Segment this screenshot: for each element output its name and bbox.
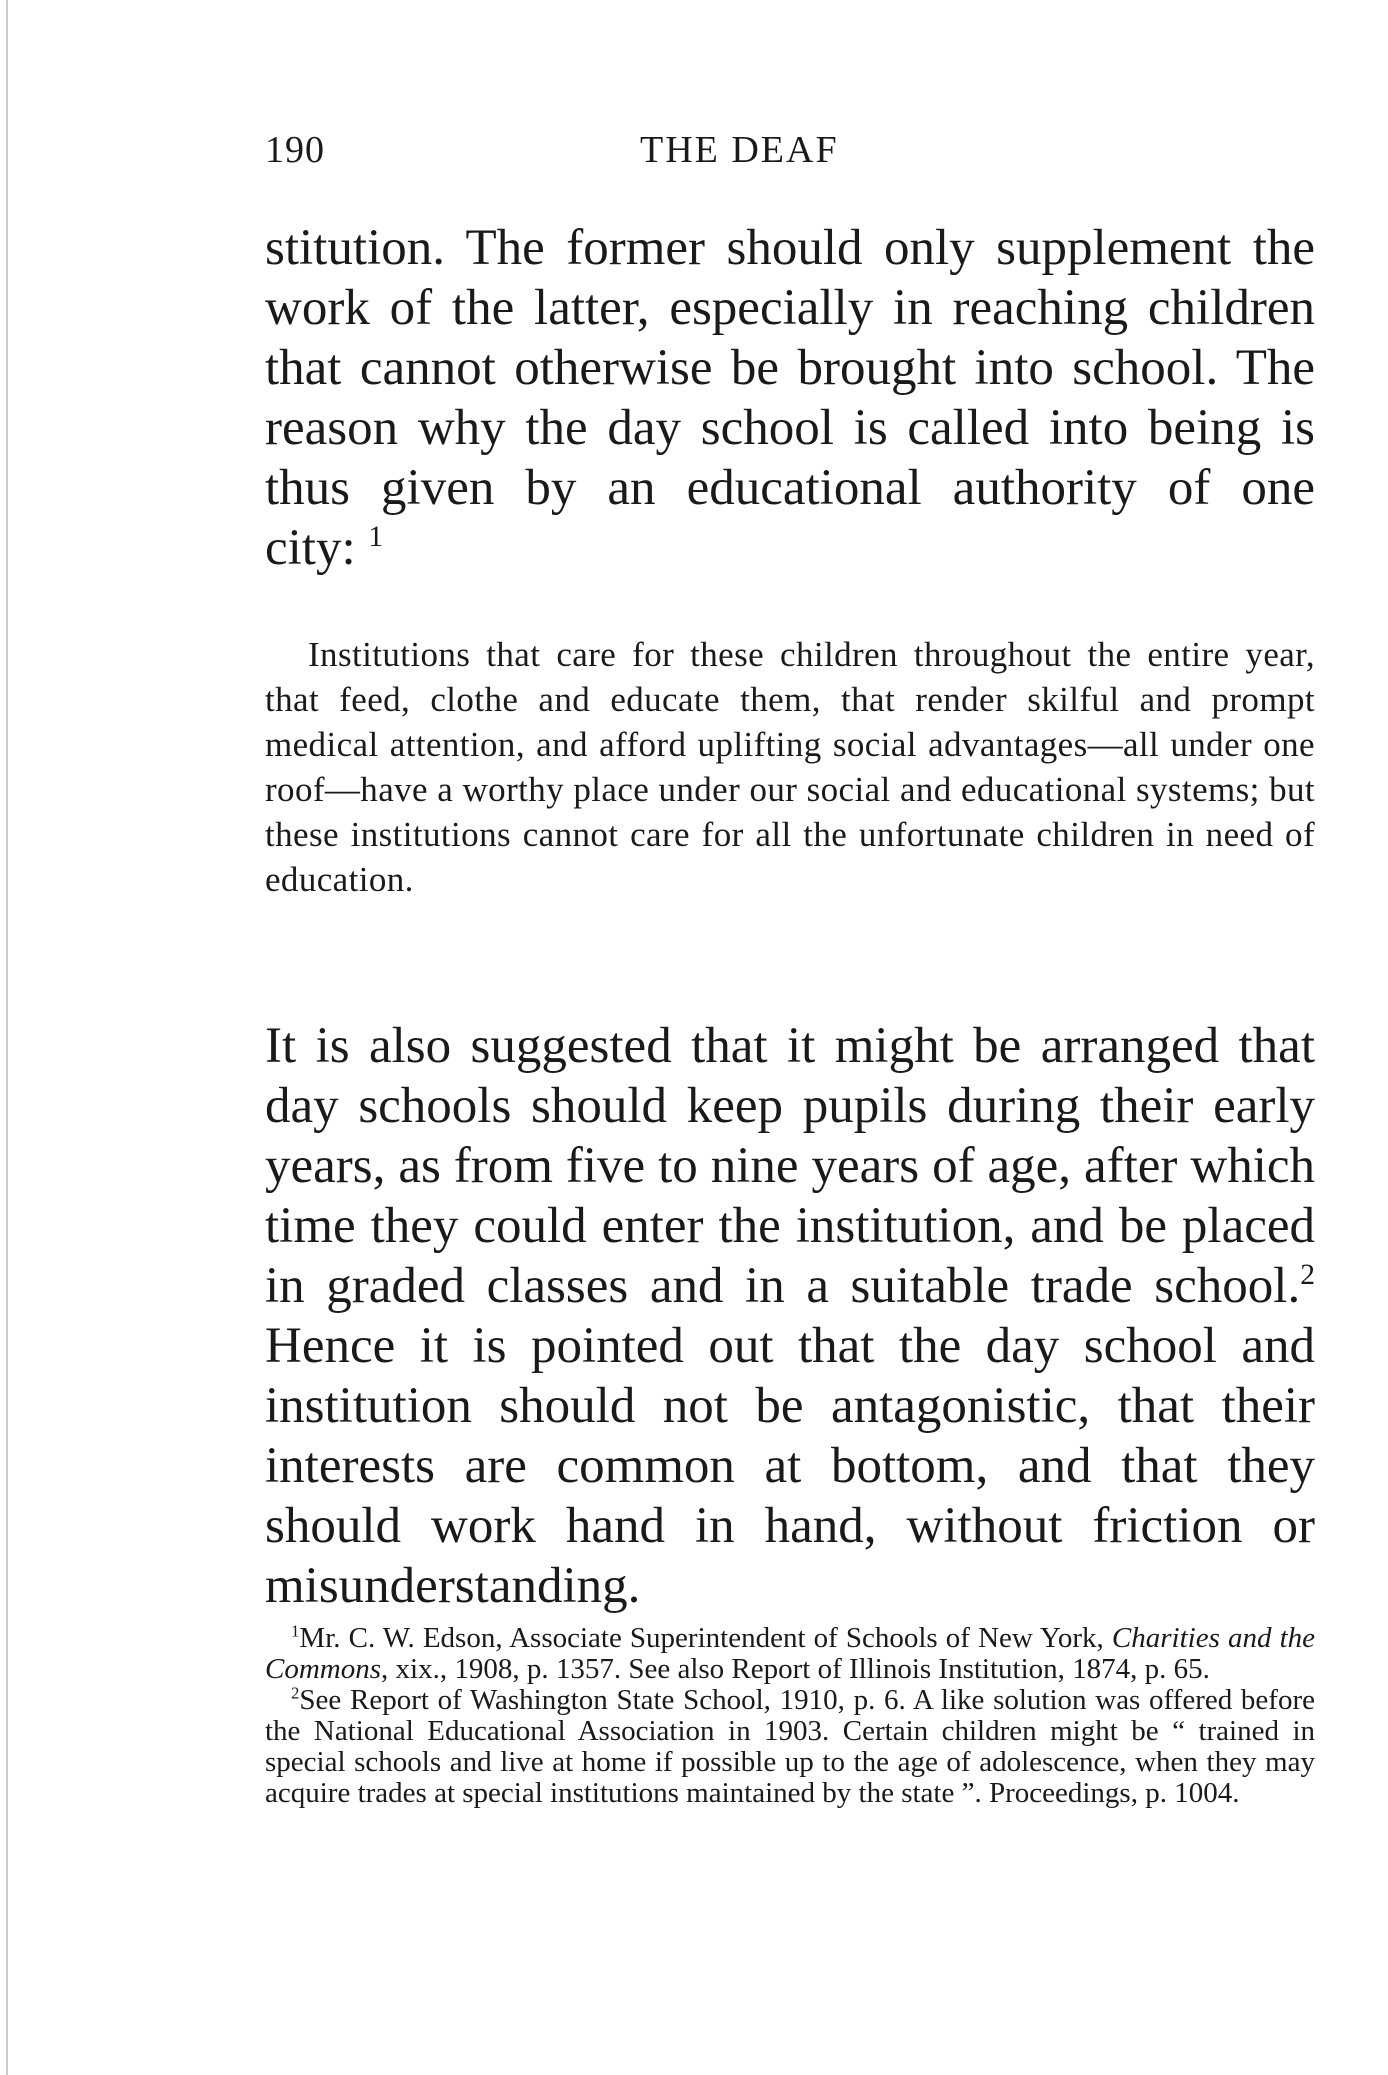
- footnote-ref-2: 2: [1300, 1259, 1315, 1291]
- footnote-2-text: See Report of Washington State School, 1910, p. 6. A like solution was offered before the National Educational Association in 1903. Certain children might be “ trained in special schools and live at home if possible up to the age of adolescence, when they may acquire trades at special institutions maintained by the state ”. Proceedings, p. 1004.: [265, 1684, 1315, 1809]
- paragraph-2-text-b: Hence it is pointed out that the day school and institution should not be antagonistic, that their interests are common at bottom, and that they should work hand in hand, without friction or misunderstanding.: [265, 1318, 1315, 1614]
- footnote-ref-1: 1: [368, 521, 384, 553]
- footnote-1-mark: 1: [291, 1621, 300, 1641]
- body-paragraph-1: [265, 218, 1315, 578]
- block-quote: Institutions that care for these children throughout the entire year, that feed, clothe and educate them, that render skilful and prompt medical attention, and afford uplifting social advantages—all under one roof—have a worthy place under our social and educational systems; but these institutions cannot care for all the unfortunate children in need of education.: [265, 635, 1315, 899]
- footnote-1-italic-title: Charities and the Commons: [265, 1622, 1315, 1685]
- footnote-2-mark: 2: [291, 1683, 300, 1703]
- footnote-1-text-b: , xix., 1908, p. 1357. See also Report of Illinois Institution, 1874, p. 65.: [381, 1653, 1210, 1685]
- paragraph-2-text-a: It is also suggested that it might be arranged that day schools should keep pupils during their early years, as from five to nine years of age, after which time they could enter the institution, and be placed in graded classes and in a suitable trade school.: [265, 1018, 1315, 1314]
- page-edge-rule: [6, 0, 8, 2075]
- page-number: 190: [265, 129, 325, 171]
- running-title: THE DEAF: [640, 129, 839, 171]
- paragraph-1-text: stitution. The former should only supplement the work of the latter, especially in reaching children that cannot otherwise be brought into school. The reason why the day school is called into being is thus given by an educational authority of one city:: [265, 220, 1315, 576]
- footnotes: [265, 1623, 1315, 1809]
- footnote-1-text-a: Mr. C. W. Edson, Associate Superintendent of Schools of New York,: [299, 1622, 1112, 1654]
- footnote-2: [265, 1685, 1315, 1809]
- footnote-1: [265, 1623, 1315, 1685]
- body-paragraph-2: [265, 1016, 1315, 1616]
